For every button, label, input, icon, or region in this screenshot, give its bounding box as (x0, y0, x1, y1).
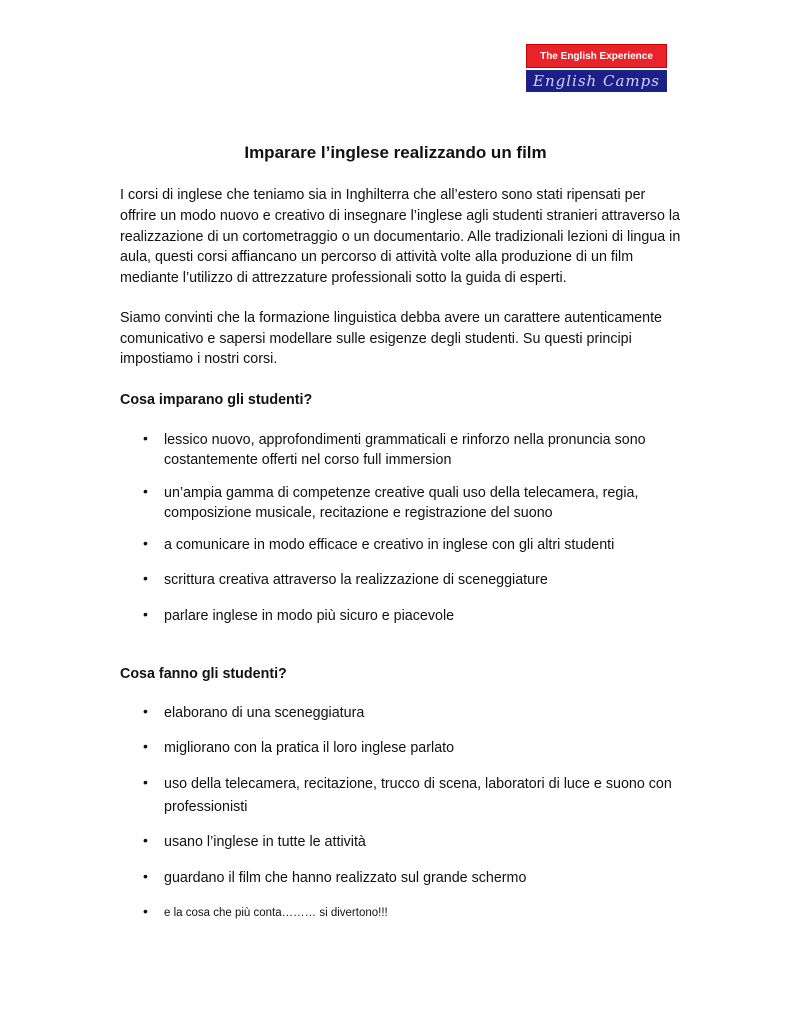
bullet-icon: • (143, 570, 148, 586)
list-item-text: lessico nuovo, approfondimenti grammaticali e rinforzo nella pronuncia sono (164, 432, 646, 448)
logo-bottom-text: English Camps (526, 70, 667, 92)
paragraph-line: offrire un modo nuovo e creativo di insegnare l’inglese agli studenti stranieri attraverso la (120, 208, 681, 224)
logo-top-text: The English Experience (526, 44, 667, 68)
document-title: Imparare l’inglese realizzando un film (244, 143, 547, 162)
list-item-text: composizione musicale, recitazione e registrazione del suono (164, 505, 553, 521)
paragraph-line: aula, questi corsi affiancano un percorso di attività volte alla produzione di un film (120, 249, 634, 265)
bullet-icon: • (143, 430, 148, 446)
list-item-text: guardano il film che hanno realizzato sul grande schermo (164, 870, 527, 886)
english-camps-logo (526, 44, 667, 92)
paragraph-line: mediante l’utilizzo di attrezzature professionali sotto la guida di esperti. (120, 270, 567, 286)
bullet-icon: • (143, 774, 148, 790)
list-item-text: uso della telecamera, recitazione, trucco di scena, laboratori di luce e suono con (164, 776, 672, 792)
list-item-text: e la cosa che più conta……… si divertono!!! (164, 907, 388, 919)
list-item-text: scrittura creativa attraverso la realizzazione di sceneggiature (164, 572, 548, 588)
list-item-text: elaborano di una sceneggiatura (164, 705, 365, 721)
list-item-text: un’ampia gamma di competenze creative quali uso della telecamera, regia, (164, 485, 639, 501)
list-item-text: a comunicare in modo efficace e creativo in inglese con gli altri studenti (164, 537, 615, 553)
list-item-text: costantemente offerti nel corso full immersion (164, 452, 452, 468)
list-item-text: usano l’inglese in tutte le attività (164, 834, 366, 850)
paragraph-line: I corsi di inglese che teniamo sia in Inghilterra che all’estero sono stati ripensati per (120, 187, 646, 203)
list-item-text: parlare inglese in modo più sicuro e piacevole (164, 608, 455, 624)
bullet-icon: • (143, 903, 148, 919)
bullet-icon: • (143, 483, 148, 499)
bullet-icon: • (143, 606, 148, 622)
paragraph-line: realizzazione di un cortometraggio o un documentario. Alle tradizionali lezioni di lingua in (120, 229, 681, 245)
section-heading: Cosa imparano gli studenti? (120, 392, 313, 408)
section-heading: Cosa fanno gli studenti? (120, 666, 287, 682)
bullet-icon: • (143, 868, 148, 884)
list-item-text: professionisti (164, 799, 248, 815)
bullet-icon: • (143, 535, 148, 551)
paragraph-line: impostiamo i nostri corsi. (120, 351, 278, 367)
paragraph-line: Siamo convinti che la formazione linguistica debba avere un carattere autenticamente (120, 310, 663, 326)
bullet-icon: • (143, 832, 148, 848)
bullet-icon: • (143, 738, 148, 754)
paragraph-line: comunicativo e sapersi modellare sulle esigenze degli studenti. Su questi principi (120, 331, 632, 347)
list-item-text: migliorano con la pratica il loro inglese parlato (164, 740, 455, 756)
bullet-icon: • (143, 703, 148, 719)
